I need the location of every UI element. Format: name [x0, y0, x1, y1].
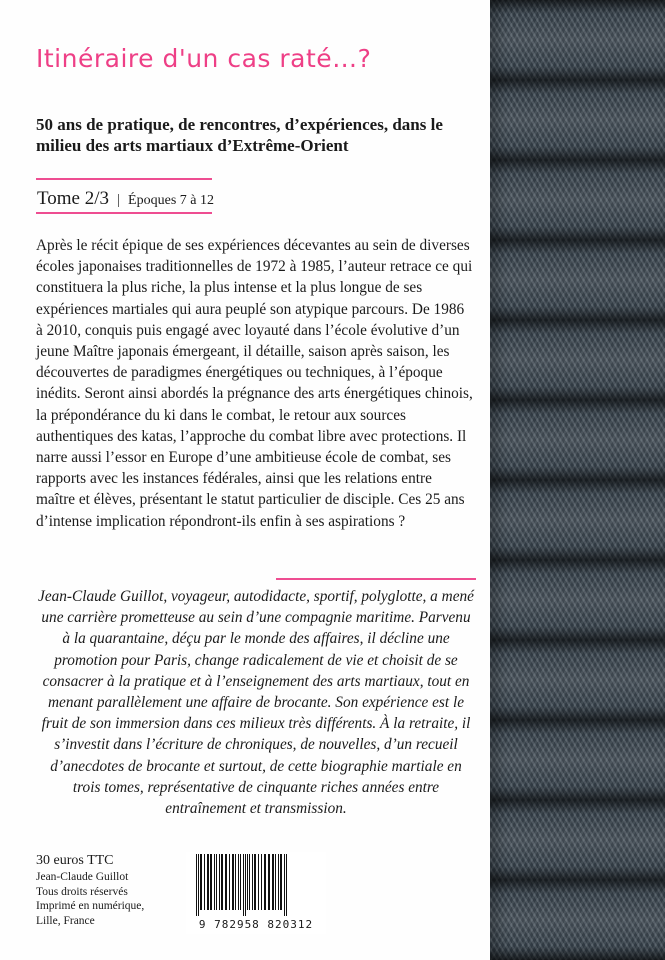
top-rule-lower [36, 212, 212, 214]
barcode-bar [200, 854, 202, 910]
barcode-bar [219, 854, 220, 910]
barcode-bar [229, 854, 230, 910]
barcode-bar [280, 854, 282, 910]
imprint-line: Imprimé en numérique, [36, 900, 145, 913]
tome-line [37, 188, 214, 210]
barcode-bar [210, 854, 212, 910]
barcode-bar [264, 854, 266, 910]
summary-text: Après le récit épique de ses expériences décevantes au sein de diverses écoles japonaises traditionnelles de 1972 à 1985, l’auteur retrace ce qui constituera la plus riche, la plus intense et la plus longue de ses expériences martiales qui aura peuplé son atypique parcours. De 1986 à 2010, conquis puis engagé avec loyauté dans l’école évolutive d’un jeune Maître japonais émergeant, il détaille, saison après saison, les découvertes de paradigmes énergétiques ou techniques, à l’époque inédits. Seront ainsi abordés la prégnance des arts énergétiques chinois, la prépondérance du ki dans le combat, le retour aux sources authentiques des katas, l’approche du combat libre avec protections. Il narre aussi l’essor en Europe d’une ambitieuse école de combat, ses rapports avec les instances fédérales, ainsi que les relations entre maître et élèves, présentant le statut particulier de disciple. Ces 25 ans d’intense implication répondront-ils enfin à ses aspirations ? [36, 237, 473, 530]
barcode-bar [278, 854, 279, 910]
knit-fabric-image [490, 0, 665, 960]
author-bio: Jean-Claude Guillot, voyageur, autodidacte, sportif, polyglotte, a mené une carrière prometteuse au sein d’une compagnie maritime. Parvenu à la quarantaine, déçu par le monde des affaires, il décline une promotion pour Paris, change radicalement de vie et choisit de se consacrer à la pratique et à l’enseignement des arts martiaux, tout en menant parallèlement une affaire de brocante. Son expérience est le fruit de son immersion dans ces milieux très différents. À la retraite, il s’investit dans l’écriture de chroniques, de nouvelles, d’un recueil d’anecdotes de brocante et surtout, de cette biographie martiale en trois tomes, représentative de cinquante riches années entre entraînement et transmission. [38, 588, 474, 818]
book-title: Itinéraire d'un cas raté…? [36, 44, 372, 73]
imprint-block [36, 870, 144, 928]
isbn-digits: 9 782958 820312 [198, 918, 314, 931]
epoques-label: Époques 7 à 12 [128, 193, 214, 208]
barcode-bar [249, 854, 250, 910]
barcode-bar [275, 854, 276, 910]
barcode-bar [258, 854, 259, 910]
isbn-barcode [186, 852, 326, 934]
barcode-bar [261, 854, 262, 910]
barcode-bar [207, 854, 209, 910]
barcode-bar [198, 854, 199, 916]
barcode-bar [252, 854, 253, 910]
barcode-bar [214, 854, 215, 910]
bio-rule [276, 578, 476, 580]
barcode-bar [247, 854, 248, 910]
imprint-line: Jean-Claude Guillot [36, 871, 129, 883]
barcode-bar [221, 854, 223, 910]
tome-separator: | [117, 192, 121, 208]
imprint-line: Tous droits réservés [36, 885, 128, 898]
barcode-bar [216, 854, 217, 910]
barcode-bar [272, 854, 274, 910]
barcode-bar [232, 854, 234, 910]
imprint-line: Lille, France [36, 914, 95, 927]
tome-label: Tome 2/3 [37, 188, 110, 209]
barcode-bar [240, 854, 241, 910]
barcode-bar [243, 854, 244, 916]
barcode-bars [186, 852, 326, 918]
barcode-bar [245, 854, 246, 916]
price-label: 30 euros TTC [36, 853, 114, 868]
barcode-bar [225, 854, 227, 910]
barcode-bar [254, 854, 256, 910]
barcode-bar [284, 854, 285, 916]
barcode-bar [235, 854, 236, 910]
barcode-bar [238, 854, 239, 910]
barcode-bar [286, 854, 287, 916]
book-subtitle: 50 ans de pratique, de rencontres, d’expériences, dans le milieu des arts martiaux d’Extrême-Orient [36, 115, 443, 155]
barcode-bar [204, 854, 205, 910]
barcode-bar [268, 854, 270, 910]
barcode-bar [196, 854, 197, 916]
top-rule-upper [36, 178, 212, 180]
